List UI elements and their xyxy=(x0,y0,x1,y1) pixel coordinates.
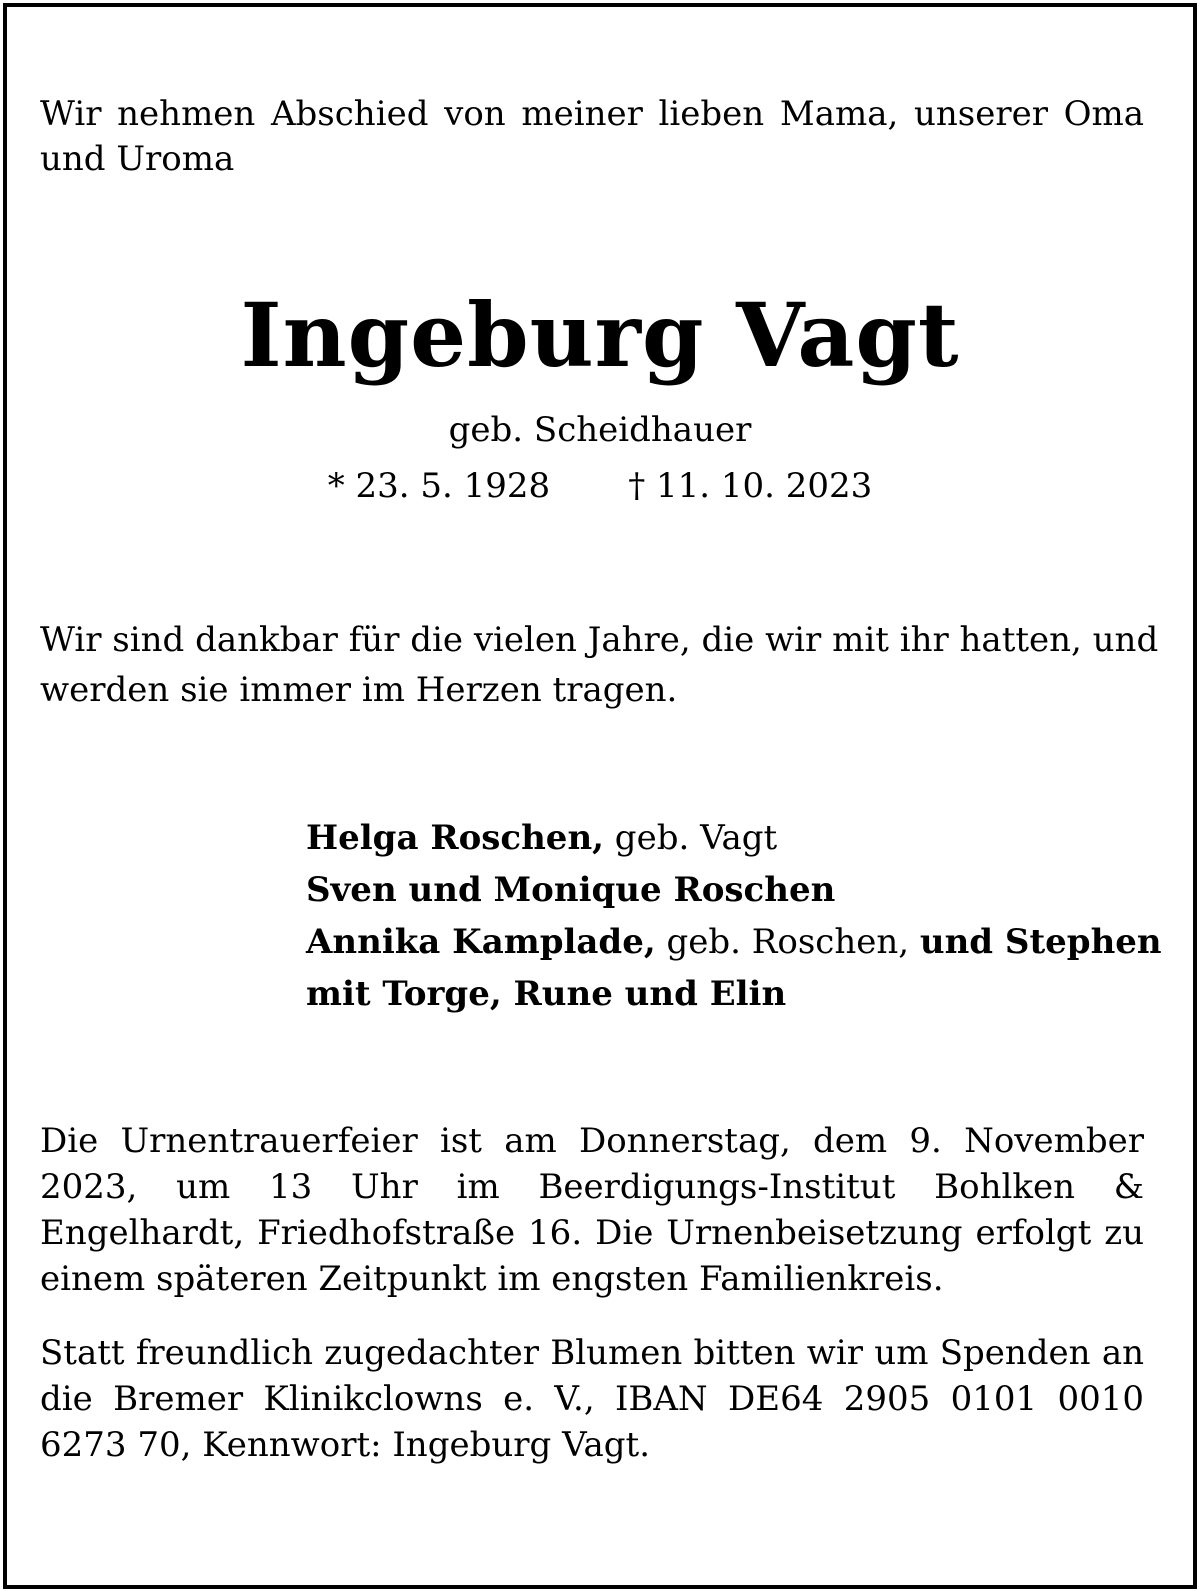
family-name-helga: Helga Roschen, xyxy=(306,818,604,858)
gratitude-text: Wir sind dankbar für die vielen Jahre, die wir mit ihr hatten, und werden sie immer im Herzen tragen. xyxy=(40,620,1159,710)
birth-date: * 23. 5. 1928 xyxy=(327,466,551,506)
family-name-sven: Sven und Monique Roschen xyxy=(306,870,836,910)
family-row-helga xyxy=(306,812,1166,864)
life-dates xyxy=(0,463,1200,509)
birth-name: geb. Scheidhauer xyxy=(448,410,752,450)
donation-info: Statt freundlich zugedachter Blumen bitten wir um Spenden an die Bremer Klinikclowns e. V., IBAN DE64 2905 0101 0010 6273 70, Kennwort: Ingeburg Vagt. xyxy=(40,1333,1144,1465)
family-name-stephen: und Stephen xyxy=(919,922,1162,962)
family-signatures xyxy=(306,812,1166,1020)
family-row-annika xyxy=(306,916,1166,968)
family-note-helga: geb. Vagt xyxy=(604,818,778,858)
family-row-sven xyxy=(306,864,1166,916)
intro-text: Wir nehmen Abschied von meiner lieben Mama, unserer Oma und Uroma xyxy=(40,94,1144,179)
family-name-grandchildren: mit Torge, Rune und Elin xyxy=(306,974,787,1014)
family-note-annika: geb. Roschen, xyxy=(655,922,920,962)
family-row-grandchildren xyxy=(306,968,1166,1020)
service-info: Die Urnentrauerfeier ist am Donnerstag, dem 9. November 2023, um 13 Uhr im Beerdigungs-Institut Bohlken & Engelhardt, Friedhofstraße 16. Die Urnenbeisetzung erfolgt zu einem späteren Zeitpunkt im engsten Familienkreis. xyxy=(40,1121,1144,1299)
deceased-name: Ingeburg Vagt xyxy=(240,283,960,387)
death-date: † 11. 10. 2023 xyxy=(628,466,873,506)
family-name-annika: Annika Kamplade, xyxy=(306,922,656,962)
